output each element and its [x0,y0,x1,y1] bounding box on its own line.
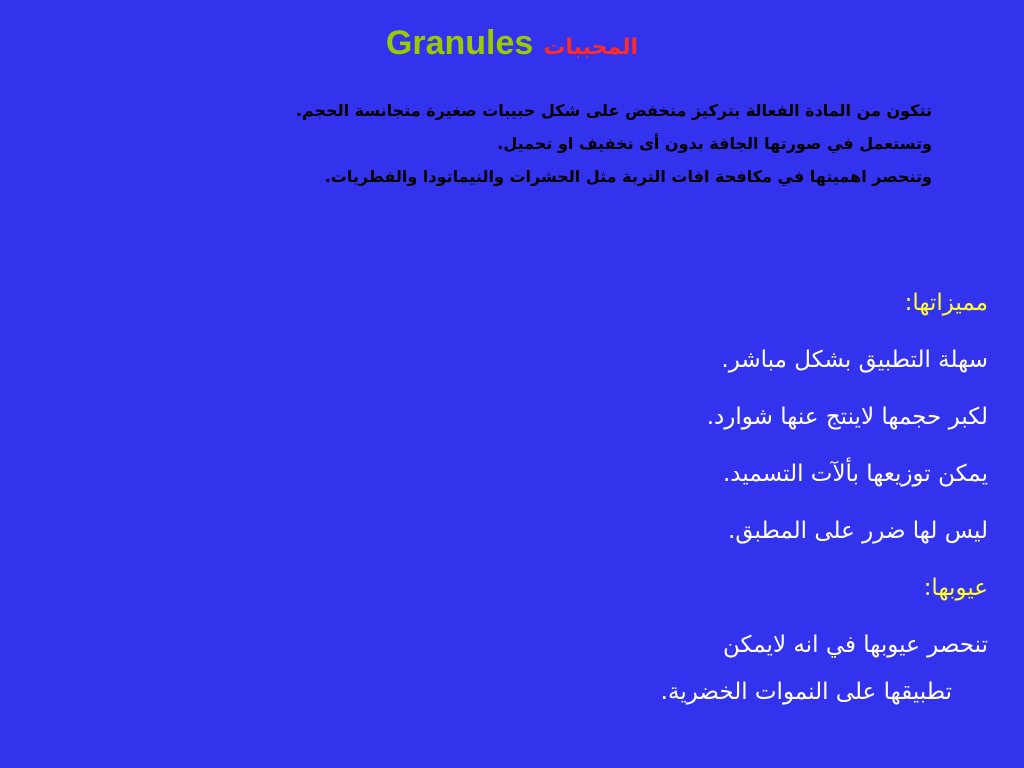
slide-title [0,24,1024,63]
advantages-heading: مميزاتها: [904,290,988,316]
disadvantages-heading: عيوبها: [923,575,988,601]
advantage-item: سهلة التطبيق بشكل مباشر. [721,347,988,373]
disadvantage-line: تطبيقها على النموات الخضرية. [660,679,952,705]
intro-line: تتكون من المادة الفعالة بتركيز منخفض على شكل حبيبات صغيرة متجانسة الحجم. [295,101,932,120]
title-arabic: المحببات [543,35,639,60]
advantage-item: يمكن توزيعها بألآت التسميد. [723,461,988,487]
intro-paragraph [112,94,932,193]
points-section [88,282,988,714]
intro-line: وتنحصر اهميتها في مكافحة افات التربة مثل الحشرات والنيماتودا والفطريات. [324,167,932,186]
advantage-item: لكبر حجمها لاينتج عنها شوارد. [706,404,988,430]
advantage-item: ليس لها ضرر على المطبق. [728,518,988,544]
title-english: Granules [385,24,534,62]
disadvantage-line: تنحصر عيوبها في انه لايمكن [723,632,988,658]
intro-line: وتستعمل في صورتها الجافة بدون أى تخفيف او تحميل. [497,134,932,153]
